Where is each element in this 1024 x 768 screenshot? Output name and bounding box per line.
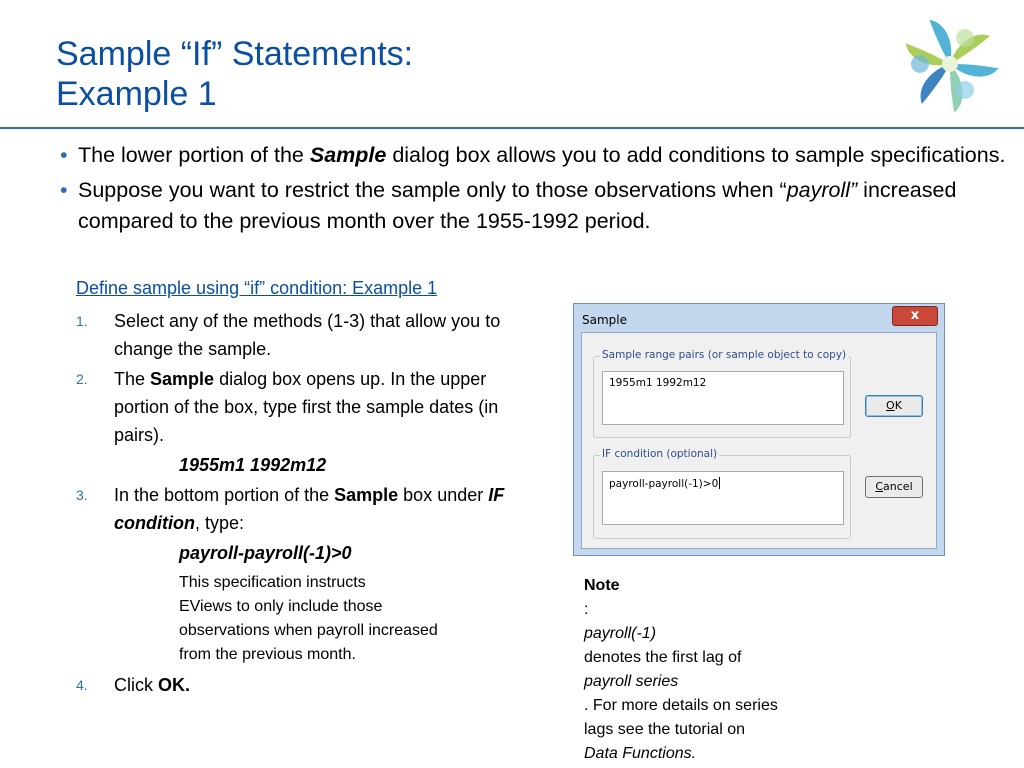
- step-bold: Sample: [334, 485, 399, 505]
- numbered-steps: [76, 307, 536, 699]
- if-condition-group: [593, 448, 851, 539]
- bullet-text: dialog box allows you to add conditions to sample specifications.: [386, 143, 1006, 167]
- explanation-line: observations when payroll increased: [179, 622, 438, 639]
- step-text: dialog box opens up. In the upper portion of the box, type first the sample dates (in pairs).: [114, 369, 499, 445]
- ok-button-mnemonic: O: [886, 399, 895, 412]
- step-3-explanation: [76, 571, 536, 667]
- slide-title-line-1: Sample “If” Statements:: [56, 35, 414, 73]
- if-condition-code: payroll-payroll(-1)>0: [179, 543, 352, 563]
- step-text: In the bottom portion of the: [114, 485, 335, 505]
- note-box: [584, 574, 964, 766]
- slide-title-line-2: Example 1: [56, 75, 217, 113]
- step-emphasis: IF condition: [114, 485, 505, 533]
- cancel-button-mnemonic: C: [875, 480, 884, 493]
- explanation-line: EViews to only include those: [179, 598, 383, 615]
- cancel-button-label: ancel: [883, 480, 913, 493]
- note-line: [584, 574, 964, 670]
- sample-range-group-label: Sample range pairs (or sample object to copy): [602, 349, 847, 361]
- step-4: [76, 671, 536, 699]
- title-divider: [0, 127, 1024, 129]
- bullet-text: increased compared to the previous month over the 1955-1992 period.: [78, 178, 957, 233]
- explanation-line: from the previous month.: [179, 646, 356, 663]
- bullet-text: Suppose you want to restrict the sample only to those observations when “: [78, 178, 787, 202]
- ok-button[interactable]: [865, 395, 923, 417]
- step-text: box under: [398, 485, 489, 505]
- step-1: [76, 307, 536, 363]
- data-functions-link: Data Functions.: [584, 745, 697, 762]
- note-label: Note: [584, 577, 620, 594]
- note-line: [584, 718, 964, 766]
- note-text: . For more details on series: [584, 697, 778, 714]
- slide-title: [56, 34, 413, 114]
- section-subheading: Define sample using “if” condition: Example 1: [76, 278, 438, 298]
- step-2: [76, 365, 536, 449]
- ok-button-label: K: [894, 399, 902, 412]
- step-bold: Sample: [150, 369, 215, 389]
- step-3: [76, 481, 536, 537]
- text-caret: [719, 477, 720, 489]
- step-bold: OK.: [158, 675, 191, 695]
- bullet-emphasis: Sample: [309, 143, 387, 167]
- if-condition-input[interactable]: [602, 471, 844, 525]
- step-number: 2.: [76, 371, 88, 387]
- note-emphasis: payroll(-1): [584, 625, 657, 642]
- step-number: 4.: [76, 677, 88, 693]
- if-condition-group-label: IF condition (optional): [602, 448, 718, 460]
- sample-range-code: 1955m1 1992m12: [179, 455, 327, 475]
- step-number: 1.: [76, 313, 88, 329]
- note-text: denotes the first lag of: [584, 649, 742, 666]
- note-text: lags see the tutorial on: [584, 721, 745, 738]
- dialog-body: [581, 332, 937, 549]
- step-text: Select any of the methods (1-3) that allow you to change the sample.: [114, 311, 501, 359]
- bullet-item: [60, 175, 1010, 237]
- note-line: [584, 670, 964, 718]
- step-text: The: [114, 369, 151, 389]
- step-text: , type:: [194, 513, 245, 533]
- bullet-item: [60, 140, 1010, 171]
- step-text: Click: [114, 675, 158, 695]
- dialog-title: Sample: [582, 313, 627, 327]
- note-text: :: [584, 601, 589, 618]
- close-icon[interactable]: x: [892, 306, 938, 326]
- pinwheel-logo-icon: [898, 12, 1002, 116]
- step-number: 3.: [76, 487, 88, 503]
- sample-range-group: [593, 349, 851, 438]
- sample-range-input[interactable]: 1955m1 1992m12: [602, 371, 844, 425]
- if-condition-value: payroll-payroll(-1)>0: [609, 478, 719, 490]
- sample-dialog: [573, 303, 945, 556]
- note-emphasis: payroll series: [584, 673, 679, 690]
- bullet-text: The lower portion of the: [78, 143, 310, 167]
- bullet-list: [60, 140, 1010, 241]
- bullet-emphasis: payroll”: [786, 178, 858, 202]
- explanation-line: This specification instructs: [179, 574, 366, 591]
- cancel-button[interactable]: [865, 476, 923, 498]
